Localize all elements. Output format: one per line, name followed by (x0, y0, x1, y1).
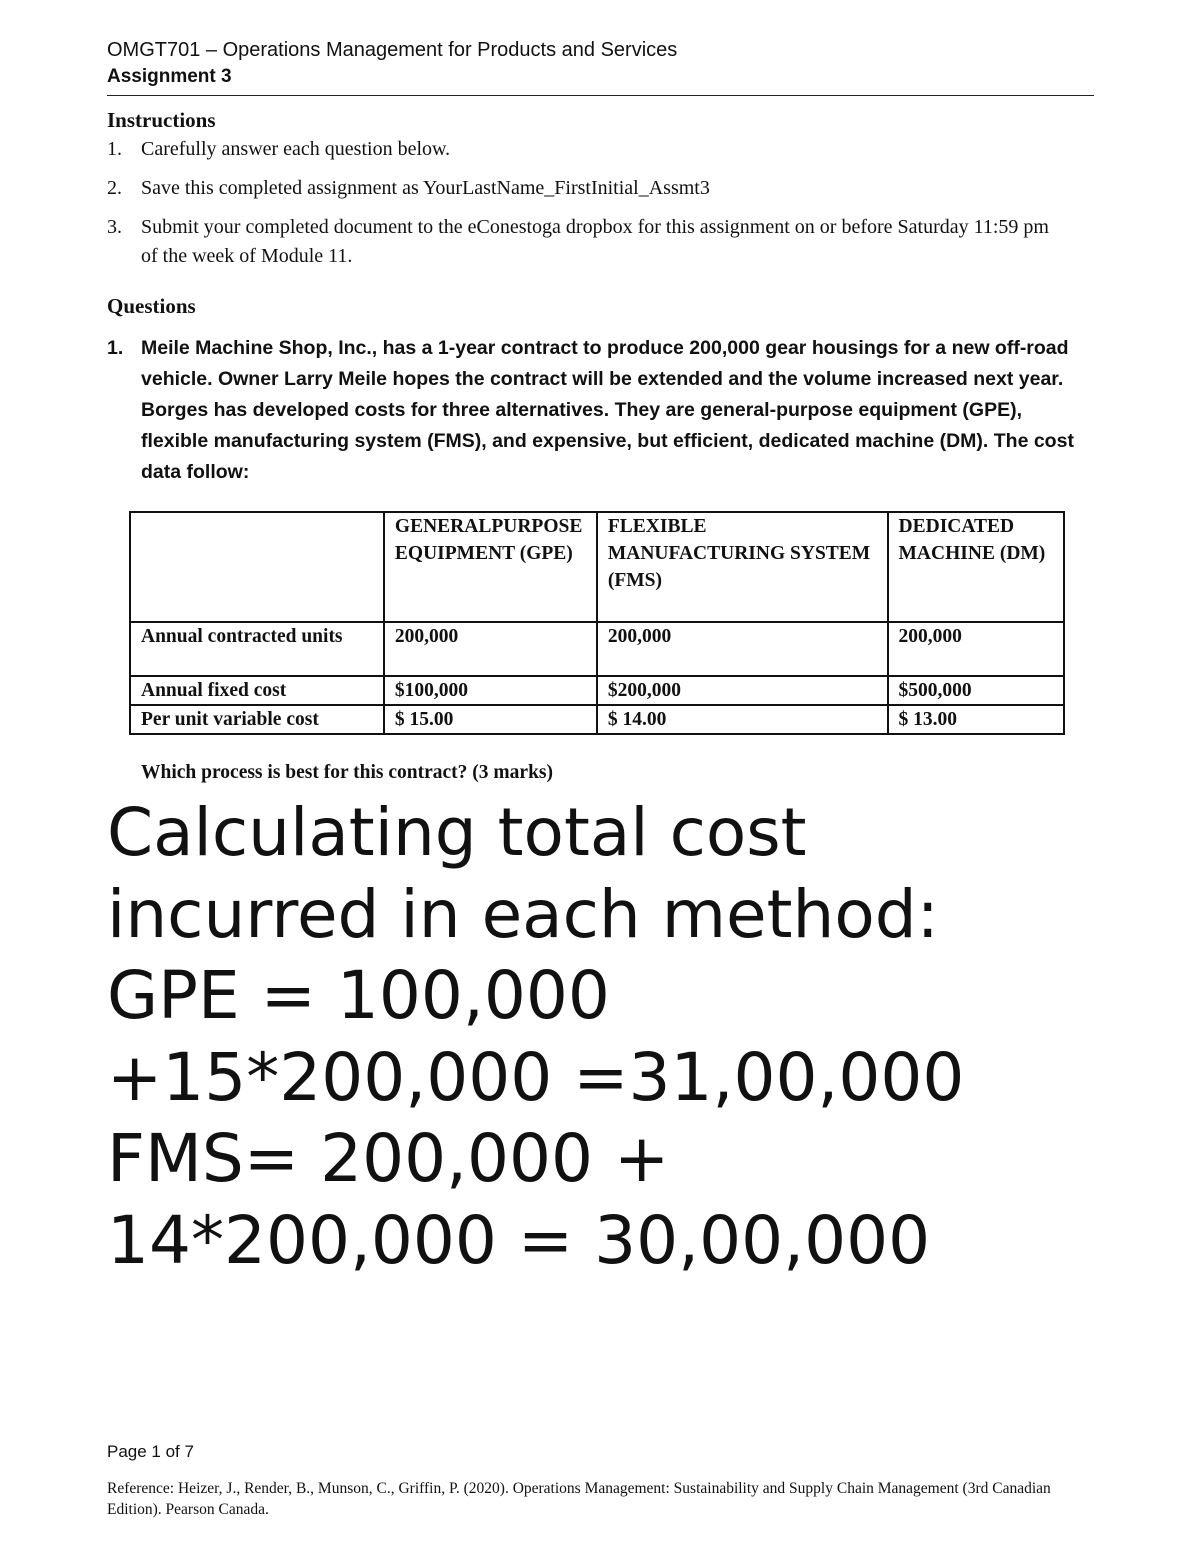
answer-line: 14*200,000 = 30,00,000 (107, 1201, 931, 1279)
course-title: OMGT701 – Operations Management for Products and Services (107, 39, 678, 61)
cost-table (129, 511, 1065, 735)
page-number: Page 1 of 7 (107, 1442, 194, 1461)
table-cell: $ 15.00 (384, 705, 597, 734)
question-number: 1. (107, 337, 124, 359)
row-label: Per unit variable cost (130, 705, 384, 734)
question-text: Meile Machine Shop, Inc., has a 1-year contract to produce 200,000 gear housings for a new off-road vehicle. Owner Larry Meile hopes the contract will be extended and the volume increased next year. Borges has developed costs for three alternatives. They are general-purpose equipment (GPE), flexible manufacturing system (FMS), and expensive, but efficient, dedicated machine (DM). The cost data follow: (141, 337, 1074, 483)
table-cell: $ 13.00 (888, 705, 1064, 734)
list-item-number: 1. (107, 138, 122, 160)
table-header-cell: DEDICATED MACHINE (DM) (888, 512, 1064, 622)
answer-line: Calculating total cost (107, 794, 807, 871)
table-row (130, 676, 1064, 705)
header-divider (107, 95, 1094, 96)
answer-line: +15*200,000 =31,00,000 (107, 1038, 965, 1116)
row-label: Annual contracted units (130, 622, 384, 676)
list-item-number: 2. (107, 177, 122, 199)
answer-line: incurred in each method: (107, 875, 939, 953)
table-cell: $ 14.00 (597, 705, 888, 734)
instructions-heading: Instructions (107, 108, 216, 132)
list-item (107, 213, 1067, 271)
list-item-text: Carefully answer each question below. (141, 138, 451, 160)
answer-text (107, 792, 1167, 1281)
row-label: Annual fixed cost (130, 676, 384, 705)
table-row (130, 705, 1064, 734)
list-item-text: Submit your completed document to the eConestoga dropbox for this assignment on or before Saturday 11:59 pm of the week of Module 11. (141, 216, 1049, 267)
table-cell: 200,000 (888, 622, 1064, 676)
question-prompt: Which process is best for this contract? (3 marks) (141, 762, 553, 783)
table-header-cell (130, 512, 384, 622)
table-cell: 200,000 (384, 622, 597, 676)
table-cell: $200,000 (597, 676, 888, 705)
table-header-cell: GENERALPURPOSE EQUIPMENT (GPE) (384, 512, 597, 622)
table-cell: 200,000 (597, 622, 888, 676)
reference-citation: Reference: Heizer, J., Render, B., Munson, C., Griffin, P. (2020). Operations Management: Sustainability and Supply Chain Management (3rd Canadian Edition). Pearson Canada. (107, 1480, 1051, 1518)
assignment-title: Assignment 3 (107, 66, 232, 87)
table-header-row (130, 512, 1064, 622)
table-header-cell: FLEXIBLE MANUFACTURING SYSTEM (FMS) (597, 512, 888, 622)
table-row (130, 622, 1064, 676)
question-1 (107, 333, 1077, 488)
answer-line: GPE = 100,000 (107, 957, 610, 1034)
questions-heading: Questions (107, 294, 196, 318)
document-header (107, 36, 1094, 90)
table-cell: $100,000 (384, 676, 597, 705)
answer-line: FMS= 200,000 + (107, 1120, 670, 1197)
list-item (107, 174, 1067, 203)
list-item-text: Save this completed assignment as YourLastName_FirstInitial_Assmt3 (141, 177, 710, 199)
instructions-list (107, 135, 1067, 271)
list-item (107, 135, 1067, 164)
list-item-number: 3. (107, 216, 122, 238)
table-cell: $500,000 (888, 676, 1064, 705)
